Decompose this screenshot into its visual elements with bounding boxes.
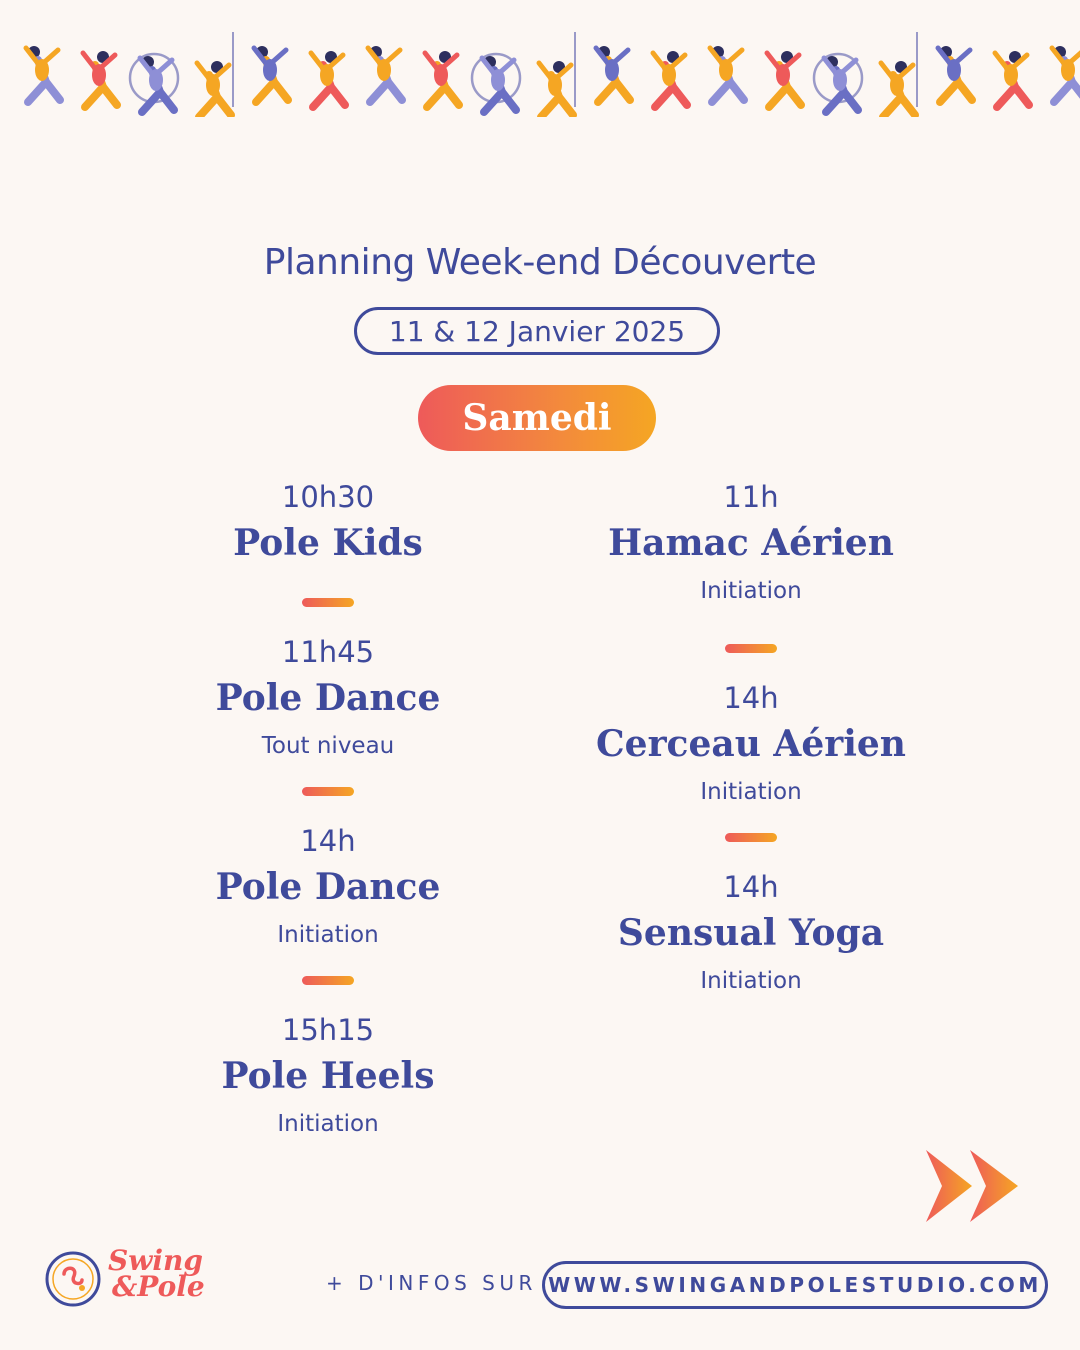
dancer-figure-icon <box>83 51 117 107</box>
dancer-figure-icon <box>425 51 459 107</box>
schedule-column-right <box>551 478 951 1000</box>
dancer-figure-icon <box>767 51 801 107</box>
swing-and-pole-logo-icon <box>44 1250 102 1308</box>
separator <box>725 833 777 842</box>
dancer-figure-icon <box>26 46 60 102</box>
class-name: Sensual Yoga <box>617 912 885 954</box>
class-slot <box>128 478 528 633</box>
class-time: 11h45 <box>281 635 375 669</box>
class-name: Pole Heels <box>221 1055 435 1097</box>
date-badge: 11 & 12 Janvier 2025 <box>354 307 720 355</box>
page-title: Planning Week-end Découverte <box>263 242 817 283</box>
class-time: 14h <box>723 681 779 715</box>
dancer-figure-icon <box>311 51 345 107</box>
class-level: Initiation <box>700 779 802 805</box>
website-link[interactable]: WWW.SWINGANDPOLESTUDIO.COM <box>542 1261 1048 1309</box>
dancer-figure-icon <box>472 54 520 112</box>
dancer-figure-icon <box>881 32 917 117</box>
dancer-figure-icon <box>254 46 288 102</box>
separator <box>725 644 777 653</box>
class-time: 11h <box>723 480 779 514</box>
dancer-figure-icon <box>130 54 178 112</box>
dancer-figure-icon <box>368 46 402 102</box>
class-slot <box>551 679 951 868</box>
dancer-figure-icon <box>710 46 744 102</box>
separator <box>302 787 354 796</box>
class-name: Pole Kids <box>233 522 423 564</box>
dancer-figure-icon <box>995 51 1029 107</box>
class-slot <box>551 868 951 1000</box>
dancer-figure-icon <box>197 32 233 117</box>
class-level: Initiation <box>700 968 802 994</box>
brand-logo <box>108 1244 238 1310</box>
logo-line: Swing <box>108 1244 203 1277</box>
class-time: 10h30 <box>281 480 375 514</box>
class-time: 14h <box>723 870 779 904</box>
class-slot <box>551 478 951 679</box>
class-name: Pole Dance <box>215 866 441 908</box>
info-label: + D'INFOS SUR <box>326 1271 537 1295</box>
logo-line: &Pole <box>112 1270 205 1303</box>
dancer-figure-icon <box>653 51 687 107</box>
dancer-figure-icon <box>596 46 630 102</box>
class-time: 15h15 <box>281 1013 375 1047</box>
dancer-figure-icon <box>938 46 972 102</box>
class-slot <box>128 1011 528 1143</box>
class-slot <box>128 822 528 1011</box>
class-name: Pole Dance <box>215 677 441 719</box>
class-name: Cerceau Aérien <box>596 723 906 765</box>
dancer-figure-icon <box>814 54 862 112</box>
class-level: Tout niveau <box>261 733 395 759</box>
dancers-illustration-strip <box>0 22 1080 117</box>
class-slot <box>128 633 528 822</box>
dancer-figure-icon <box>1052 46 1080 102</box>
class-time: 14h <box>300 824 356 858</box>
separator <box>302 976 354 985</box>
class-name: Hamac Aérien <box>608 522 894 564</box>
day-badge: Samedi <box>418 385 656 451</box>
dancer-figure-icon <box>539 32 575 117</box>
class-level: Initiation <box>277 1111 379 1137</box>
double-chevron-right-icon[interactable] <box>920 1148 1024 1224</box>
separator <box>302 598 354 607</box>
class-level: Initiation <box>277 922 379 948</box>
schedule-column-left <box>128 478 528 1143</box>
class-level: Initiation <box>700 578 802 604</box>
